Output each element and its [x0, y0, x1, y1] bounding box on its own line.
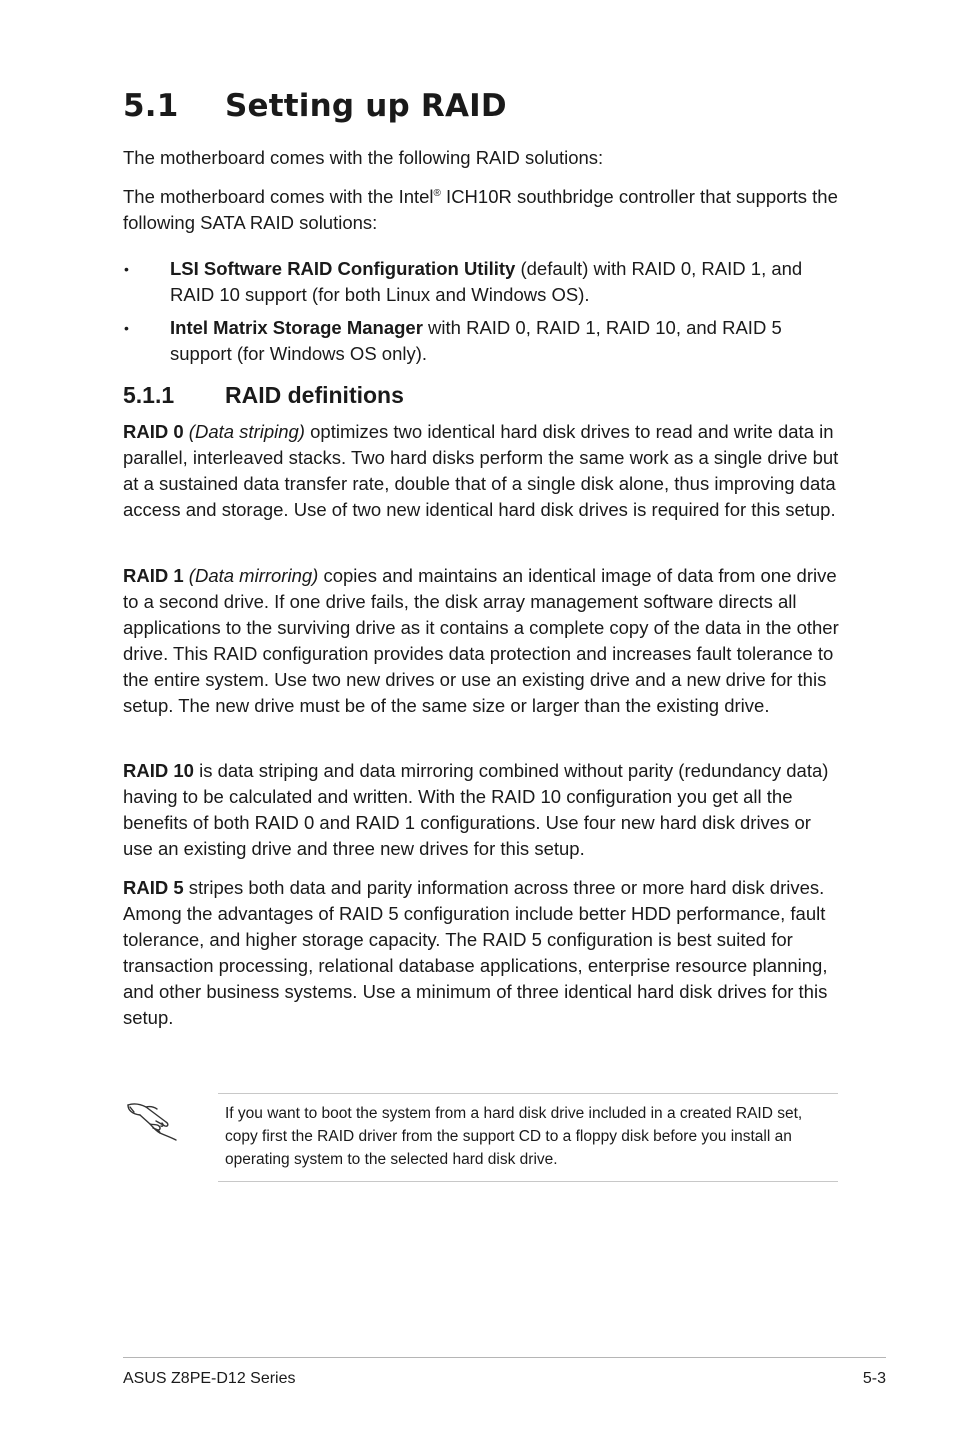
footer-product-name: ASUS Z8PE-D12 Series [123, 1370, 296, 1387]
bullet-marker: • [124, 261, 129, 277]
definition-subtitle: (Data striping) [183, 421, 305, 442]
raid-10-definition [123, 758, 843, 862]
raid-solutions-list [123, 256, 843, 374]
section-heading [123, 88, 507, 124]
note-text: If you want to boot the system from a hard disk drive included in a created RAID set, copy first the RAID driver from the support CD to a floppy disk before you install an operating system to the selected hard disk drive. [225, 1105, 803, 1168]
intro-line-2-post: ICH10R southbridge controller that supports the following SATA RAID solutions: [123, 186, 838, 233]
raid-5-definition [123, 875, 843, 1031]
definition-text: stripes both data and parity information across three or more hard disk drives. Among the advantages of RAID 5 configuration include better HDD performance, fault tolerance, and higher storage capacity. The RAID 5 configuration is best suited for transaction processing, relational database applications, enterprise resource planning, and other business systems. Use a minimum of three identical hard disk drives for this setup. [123, 877, 828, 1028]
registered-mark: ® [433, 187, 441, 199]
list-item-text: (default) with RAID 0, RAID 1, and RAID 10 support (for both Linux and Windows OS). [170, 258, 803, 305]
raid-1-definition [123, 563, 843, 719]
definition-text: optimizes two identical hard disk drives to read and write data in parallel, interleaved stacks. Two hard disks perform the same work as a single drive but at a sustained data transfer rate, double that of a single disk alone, thus improving data access and storage. Use of two new identical hard disk drives is required for this setup. [123, 421, 839, 520]
footer-divider [123, 1357, 886, 1358]
definition-term: RAID 1 [123, 565, 184, 586]
list-item [123, 315, 843, 367]
list-item [123, 256, 843, 308]
definition-term: RAID 0 [123, 421, 184, 442]
intro-line-2-pre: The motherboard comes with the Intel [123, 186, 434, 207]
intro-line-2 [123, 184, 843, 236]
list-item-title: Intel Matrix Storage Manager [170, 317, 423, 338]
definition-subtitle: (Data mirroring) [183, 565, 319, 586]
section-title: Setting up RAID [225, 88, 507, 124]
definition-text: copies and maintains an identical image of data from one drive to a second drive. If one drive fails, the disk array management software directs all applications to the surviving drive as it contains a complete copy of the data in the other drive. This RAID configuration provides data protection and increases fault tolerance to the entire system. Use two new drives or use an existing drive and a new drive for this setup. The new drive must be of the same size or larger than the existing drive. [123, 565, 839, 716]
definition-term: RAID 10 [123, 760, 194, 781]
section-number: 5.1 [123, 88, 179, 124]
definition-term: RAID 5 [123, 877, 184, 898]
note-box [218, 1093, 838, 1182]
list-item-title: LSI Software RAID Configuration Utility [170, 258, 516, 279]
subsection-number: 5.1.1 [123, 382, 175, 408]
definition-text: is data striping and data mirroring combined without parity (redundancy data) having to be calculated and written. With the RAID 10 configuration you get all the benefits of both RAID 0 and RAID 1 configurations. Use four new hard disk drives or use an existing drive and three new drives for this setup. [123, 760, 829, 859]
list-item-text: with RAID 0, RAID 1, RAID 10, and RAID 5 support (for Windows OS only). [170, 317, 782, 364]
page-number: 5-3 [862, 1370, 886, 1387]
pointing-hand-icon [126, 1098, 180, 1144]
intro-line-1: The motherboard comes with the following RAID solutions: [123, 147, 604, 168]
subsection-heading [123, 382, 404, 409]
subsection-title: RAID definitions [225, 382, 404, 408]
bullet-marker: • [124, 320, 129, 336]
raid-0-definition [123, 419, 843, 523]
